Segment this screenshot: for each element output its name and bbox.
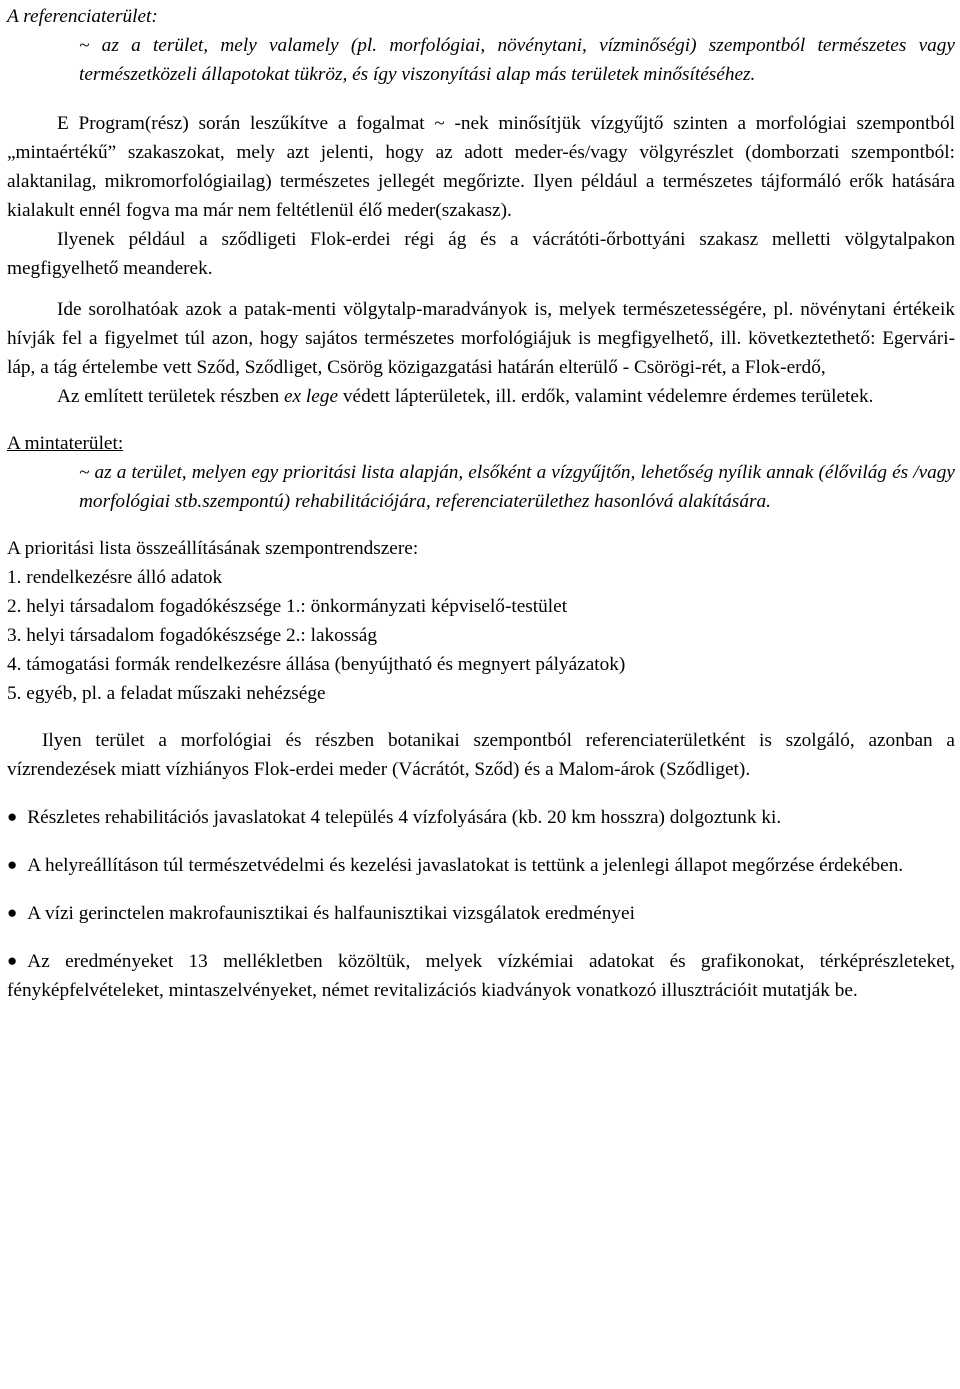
bullet-item-1 xyxy=(7,802,955,832)
priority-item-4: 4. támogatási formák rendelkezésre állása (benyújtható és megnyert pályázatok) xyxy=(7,654,626,675)
priority-item-5: 5. egyéb, pl. a feladat műszaki nehézsége xyxy=(7,683,326,704)
protected-text-before: Az említett területek részben xyxy=(57,386,284,407)
protected-text-after: védett lápterületek, ill. erdők, valamint védelemre érdemes területek. xyxy=(338,386,874,407)
bullet-dot-icon: ● xyxy=(7,951,18,970)
bullet-text-4: Az eredményeket 13 mellékletben közöltük, melyek vízkémiai adatokat és grafikonokat, térképrészleteket, fényképfelvételeket, mintaszelvényeket, német revitalizációs kiadványok vonatkozó illusztrációit mutatják be. xyxy=(7,951,955,1001)
bullet-dot-icon: ● xyxy=(7,855,18,874)
priority-item-3: 3. helyi társadalom fogadókészsége 2.: lakosság xyxy=(7,625,377,646)
bullet-text-2: A helyreállításon túl természetvédelmi és kezelési javaslatokat is tettünk a jelenlegi állapot megőrzése érdekében. xyxy=(27,855,904,876)
bullet-dot-icon: ● xyxy=(7,807,18,826)
bullet-item-3 xyxy=(7,898,955,928)
paragraph-example-area: Ilyen terület a morfológiai és részben botanikai szempontból referenciaterületként is szolgáló, azonban a vízrendezések miatt vízhiányos Flok-erdei meder (Vácrátót, Sződ) és a Malom-árok (Sződliget). xyxy=(7,730,955,780)
sample-area-heading-text: A mintaterület: xyxy=(7,433,124,454)
ref-area-heading: A referenciaterület: xyxy=(7,6,158,27)
bullet-dot-icon: ● xyxy=(7,903,18,922)
sample-area-heading xyxy=(7,429,955,458)
paragraph-examples: Ilyenek például a sződligeti Flok-erdei régi ág és a vácrátóti-őrbottyáni szakasz melletti völgytalpakon megfigyelhető meanderek. xyxy=(7,229,955,279)
priority-item-2: 2. helyi társadalom fogadókészsége 1.: önkormányzati képviselő-testület xyxy=(7,596,568,617)
document-page xyxy=(7,2,955,1005)
bullet-text-1: Részletes rehabilitációs javaslatokat 4 település 4 vízfolyására (kb. 20 km hosszra) dolgoztunk ki. xyxy=(27,807,782,828)
paragraph-protected-areas xyxy=(7,382,955,411)
sample-area-definition: ~ az a terület, melyen egy prioritási lista alapján, elsőként a vízgyűjtőn, lehetőség nyílik annak (élővilág és /vagy morfológiai stb.szempontú) rehabilitációjára, referenciaterülethez hasonlóvá alakítására. xyxy=(79,462,955,512)
bullet-item-2 xyxy=(7,850,955,880)
paragraph-program: E Program(rész) során leszűkítve a fogalmat ~ -nek minősítjük vízgyűjtő szinten a morfológiai szempontból „mintaértékű” szakaszokat, mely azt jelenti, hogy az adott meder-és/vagy völgyrészlet (domborzati szempontból: alaktanilag, mikromorfológiailag) természetes jellegét megőrizte. Ilyen például a természetes tájformáló erők hatására kialakult ennél fogva ma már nem feltétlenül élő meder(szakasz). xyxy=(7,113,955,221)
ref-area-definition: ~ az a terület, mely valamely (pl. morfológiai, növénytani, vízminőségi) szempontból természetes vagy természetközeli állapotokat tükröz, és így viszonyítási alap más területek minősítéséhez. xyxy=(79,35,955,85)
priority-item-1: 1. rendelkezésre álló adatok xyxy=(7,567,223,588)
priority-list-title: A prioritási lista összeállításának szempontrendszere: xyxy=(7,538,419,559)
ex-lege-term: ex lege xyxy=(284,386,339,407)
bullet-text-3: A vízi gerinctelen makrofaunisztikai és halfaunisztikai vizsgálatok eredményei xyxy=(27,903,635,924)
paragraph-valley-remnants: Ide sorolhatóak azok a patak-menti völgytalp-maradványok is, melyek természetességére, pl. növénytani értékeik hívják fel a figyelmet túl azon, hogy sajátos természetes morfológiájuk is megfigyelhető, ill. következtethető: Egervári-láp, a tág értelembe vett Sződ, Sződliget, Csörög közigazgatási határán elterülő - Csörögi-rét, a Flok-erdő, xyxy=(7,299,955,378)
bullet-item-4 xyxy=(7,946,955,1005)
